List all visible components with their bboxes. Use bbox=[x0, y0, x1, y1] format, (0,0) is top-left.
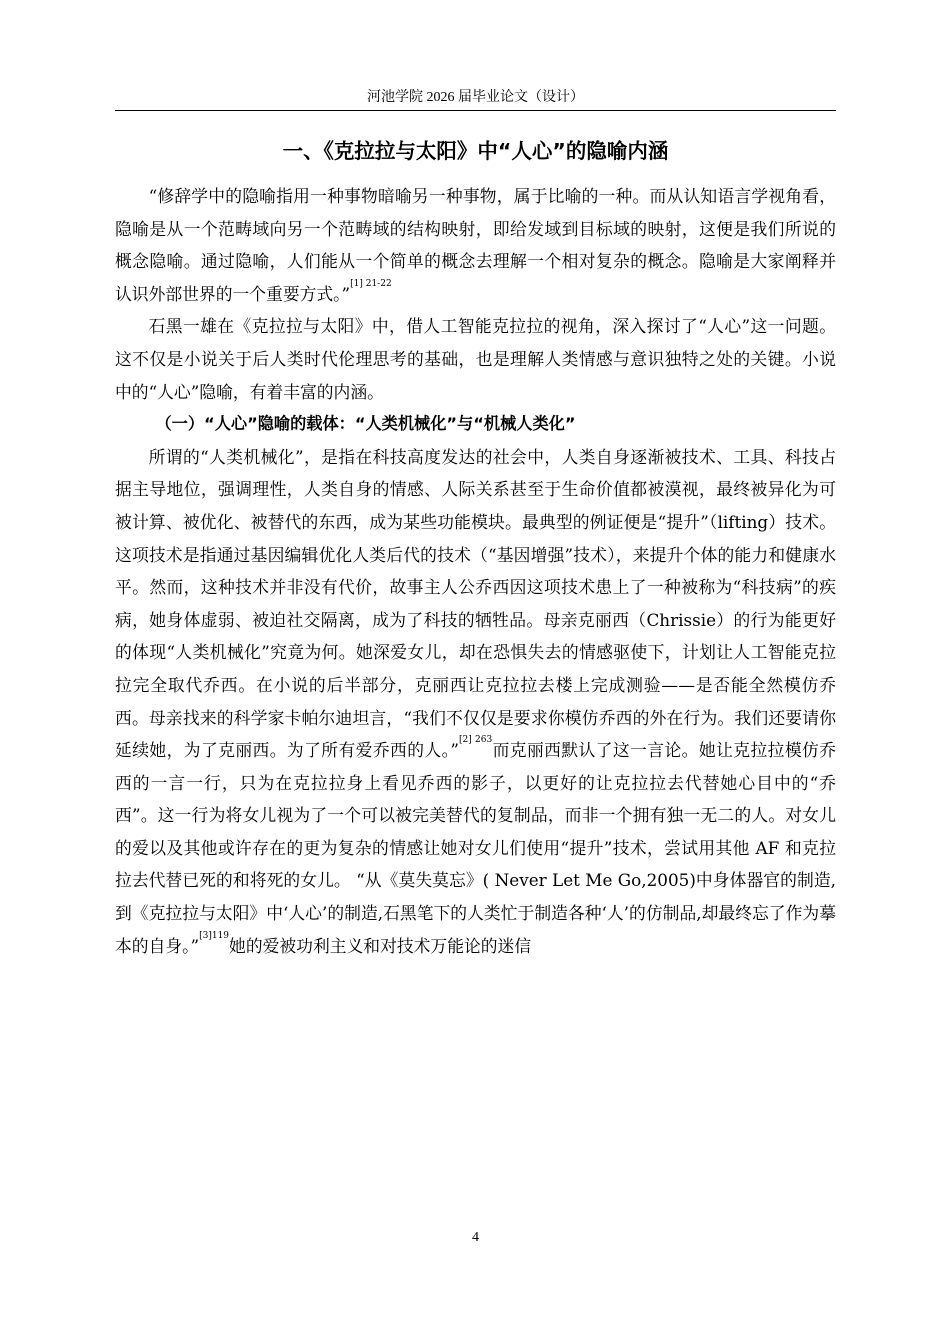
citation-marker: [3]119 bbox=[199, 930, 230, 941]
header-divider bbox=[115, 110, 836, 111]
paragraph-human-mechanization bbox=[115, 441, 836, 963]
paragraph-text: 所谓的“人类机械化”，是指在科技高度发达的社会中，人类自身逐渐被技术、工具、科技占据主导地位，强调理性，人类自身的情感、人际关系甚至于生命价值都被漠视，最终被异化为可被计算、被优化、被替代的东西，成为某些功能模块。最典型的例证便是“提升”（lifting）技术。这项技术是指通过基因编辑优化人类后代的技术（“基因增强”技术），来提升个体的能力和健康水平。然而，这种技术并非没有代价，故事主人公乔西因这项技术患上了一种被称为“科技病”的疾病，她身体虚弱、被迫社交隔离，成为了科技的牺牲品。母亲克丽西（Chrissie）的行为能更好的体现“人类机械化”究竟为何。她深爱女儿，却在恐惧失去的情感驱使下，计划让人工智能克拉拉完全取代乔西。在小说的后半部分，克丽西让克拉拉去楼上完成测验——是否能全然模仿乔西。母亲找来的科学家卡帕尔迪坦言，“我们不仅仅是要求你模仿乔西的外在行为。我们还要请你延续她，为了克丽西。为了所有爱乔西的人。” bbox=[115, 446, 836, 761]
section-title: 一、《克拉拉与太阳》中“人心”的隐喻内涵 bbox=[282, 139, 669, 163]
citation-marker: [2] 263 bbox=[458, 735, 493, 746]
paragraph-text: “修辞学中的隐喻指用一种事物暗喻另一种事物，属于比喻的一种。而从认知语言学视角看，隐喻是从一个范畴域向另一个范畴域的结构映射，即给发域到目标域的映射，这便是我们所说的概念隐喻。通过隐喻，人们能从一个简单的概念去理解一个相对复杂的概念。隐喻是大家阐释并认识外部世界的一个重要方式。” bbox=[115, 186, 836, 304]
paragraph-metaphor-definition bbox=[115, 180, 836, 310]
page-number: 4 bbox=[472, 1230, 479, 1245]
running-header: 河池学院 2026 届毕业论文（设计） bbox=[367, 90, 584, 105]
body-text bbox=[115, 180, 836, 962]
paragraph-introduction: 石黑一雄在《克拉拉与太阳》中，借人工智能克拉拉的视角，深入探讨了“人心”这一问题。这不仅是小说关于后人类时代伦理思考的基础，也是理解人类情感与意识独特之处的关键。小说中的“人心”隐喻，有着丰富的内涵。 bbox=[115, 316, 836, 402]
paragraph-text: 她的爱被功利主义和对技术万能论的迷信 bbox=[229, 935, 532, 956]
paragraph-text: 而克丽西默认了这一言论。她让克拉拉模仿乔西的一言一行，只为在克拉拉身上看见乔西的影子，以更好的让克拉拉去代替她心目中的“乔西”。这一行为将女儿视为了一个可以被完美替代的复制品，而非一个拥有独一无二的人。对女儿的爱以及其他或许存在的更为复杂的情感让她对女儿们使用“提升”技术，尝试用其他 AF 和克拉拉去代替已死的和将死的女儿。 “从《莫失莫忘》( Never Let Me Go,2005)中身体器官的制造,到《克拉拉与太阳》中‘人心’的制造,石黑笔下的人类忙于制造各种‘人’的仿制品,却最终忘了作为摹本的自身。” bbox=[115, 740, 836, 956]
citation-marker: [1] 21-22 bbox=[350, 278, 392, 289]
subsection-heading: （一）“人心”隐喻的载体：“人类机械化”与“机械人类化” bbox=[155, 414, 576, 434]
